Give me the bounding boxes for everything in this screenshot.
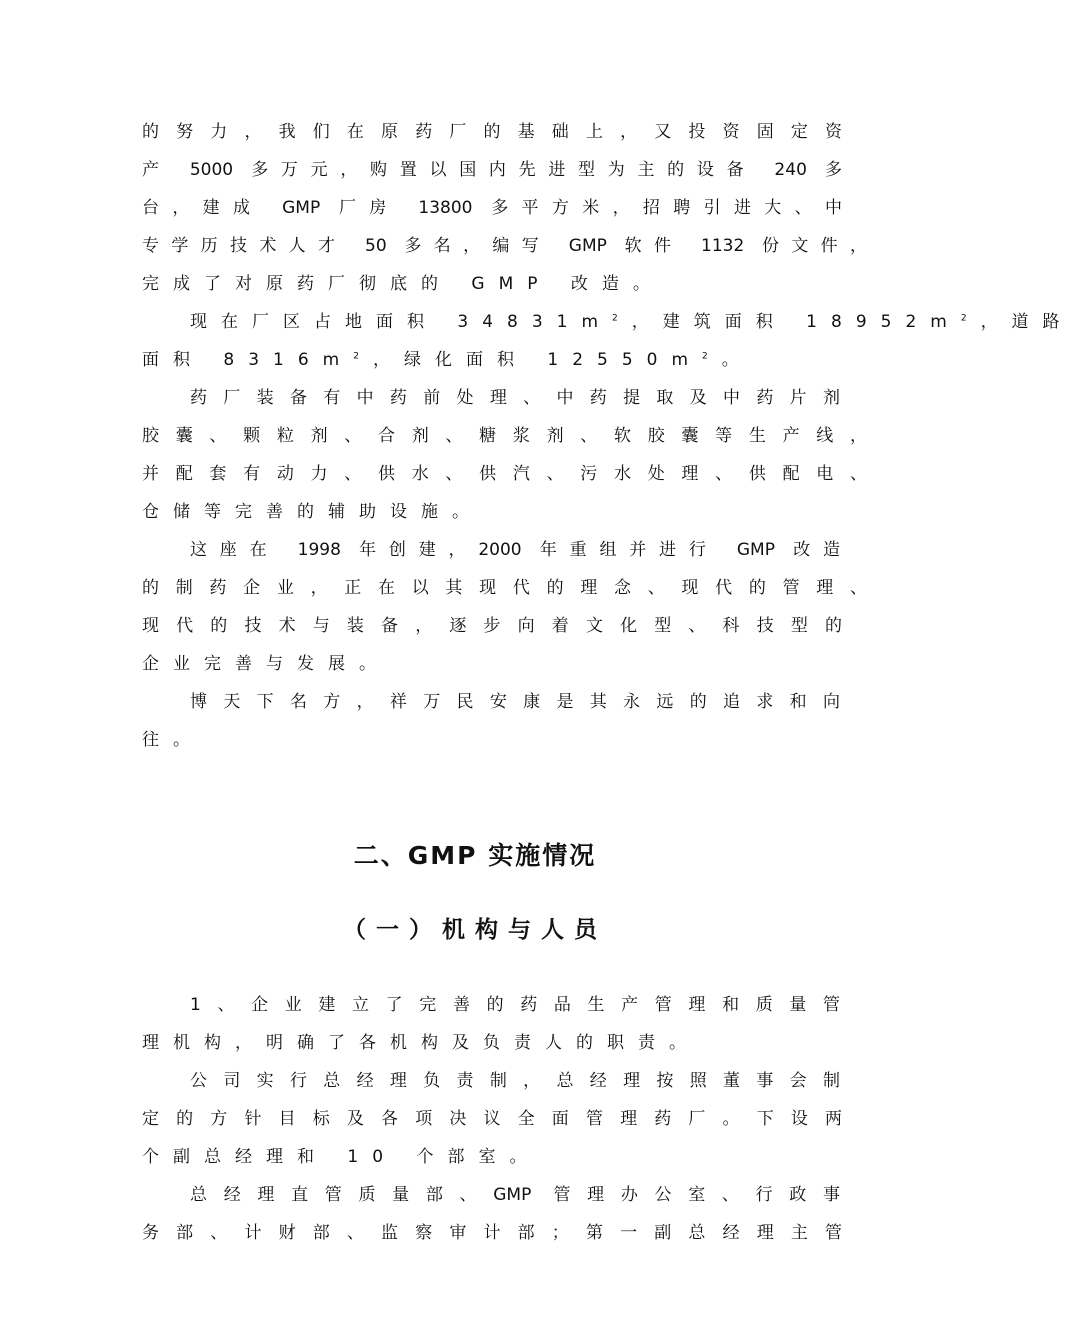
- subsection-heading: （一）机构与人员: [343, 917, 607, 943]
- text-segment: ，道路: [980, 312, 1074, 332]
- text-line: 专学历技术人才 50 多名，编写 GMP 软件 1132 份文件，: [142, 236, 867, 256]
- text-line: 胶囊、颗粒剂、合剂、糖浆剂、软胶囊等生产线，: [142, 426, 867, 446]
- text-line: 的努力，我们在原药厂的基础上，又投资固定资: [142, 122, 842, 142]
- text-line: 博天下名方，祥万民安康是其永远的追求和向: [190, 692, 840, 712]
- text-line: 并配套有动力、供水、供汽、污水处理、供配电、: [142, 464, 867, 484]
- text-line: 理机构，明确了各机构及负责人的职责。: [142, 1033, 700, 1053]
- section-heading: 二、GMP 实施情况: [353, 841, 597, 870]
- text-line: 完成了对原药厂彻底的 GMP 改造。: [142, 274, 664, 294]
- text-segment: 。: [721, 350, 739, 370]
- text-line: 产 5000 多万元，购置以国内先进型为主的设备 240 多: [142, 160, 842, 180]
- text-line: 总经理直管质量部、GMP 管理办公室、行政事: [190, 1185, 840, 1205]
- text-segment: ，建筑面积 $18952m^2$: [631, 312, 981, 332]
- text-line: 药厂装备有中药前处理、中药提取及中药片剂: [190, 388, 840, 408]
- text-line: 这座在 1998 年创建，2000 年重组并进行 GMP 改造: [190, 540, 840, 560]
- text-line: 公司实行总经理负责制，总经理按照董事会制: [190, 1071, 840, 1091]
- text-line: 仓储等完善的辅助设施。: [142, 502, 483, 522]
- text-line: [142, 345, 872, 375]
- text-line: 企业完善与发展。: [142, 654, 390, 674]
- text-line: 台，建成 GMP 厂房 13800 多平方米，招聘引进大、中: [142, 198, 842, 218]
- text-line: 定的方针目标及各项决议全面管理药厂。下设两: [142, 1109, 842, 1129]
- text-line: 现代的技术与装备，逐步向着文化型、科技型的: [142, 616, 842, 636]
- text-line: [190, 307, 1074, 337]
- text-line: 务部、计财部、监察审计部；第一副总经理主管: [142, 1223, 842, 1243]
- text-segment: 面积 $8316m^2$: [142, 350, 373, 370]
- text-line: 的制药企业，正在以其现代的理念、现代的管理、: [142, 578, 867, 598]
- text-line: 往。: [142, 730, 204, 750]
- text-line: 个副总经理和 10 个部室。: [142, 1147, 541, 1167]
- text-segment: ，绿化面积 $12550m^2$: [372, 350, 722, 370]
- text-line: 1、企业建立了完善的药品生产管理和质量管: [190, 995, 840, 1015]
- text-segment: 现在厂区占地面积 $34831m^2$: [190, 312, 632, 332]
